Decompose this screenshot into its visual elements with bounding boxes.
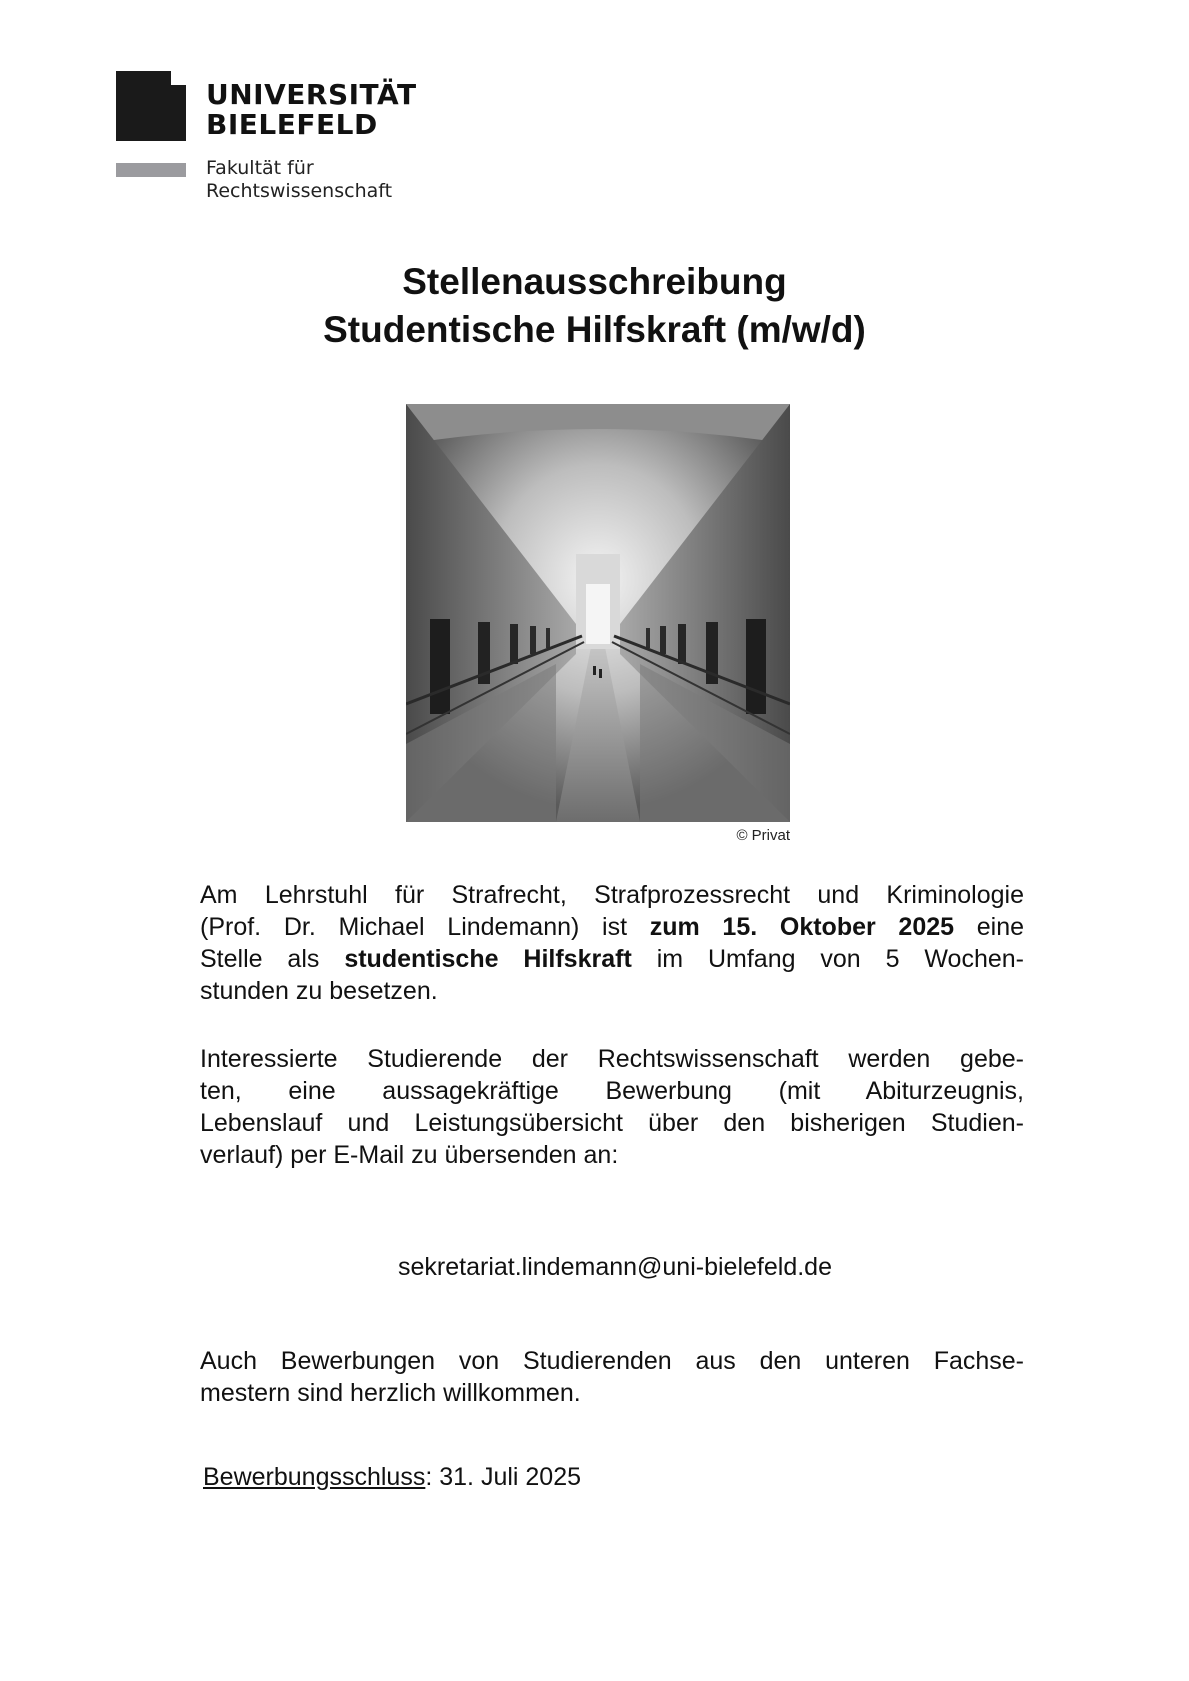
faculty-name	[206, 157, 392, 203]
start-date: zum 15. Oktober 2025	[649, 913, 955, 941]
deadline-label: Bewerbungsschluss	[203, 1463, 426, 1491]
university-name	[206, 80, 417, 140]
p3-line2: mestern sind herzlich willkommen.	[200, 1379, 581, 1407]
page-title	[0, 258, 1189, 354]
title-line1: Stellenausschreibung	[402, 261, 787, 302]
university-name-line1: UNIVERSITÄT	[206, 78, 417, 111]
application-deadline: Bewerbungsschluss: 31. Juli 2025	[203, 1463, 582, 1491]
p1-line1: Am Lehrstuhl für Strafrecht, Strafprozessrecht und Kriminologie	[200, 881, 1024, 909]
p2-line2: ten, eine aussagekräftige Bewerbung (mit Abiturzeugnis,	[200, 1077, 1024, 1105]
p3-line1: Auch Bewerbungen von Studierenden aus den unteren Fachse-	[200, 1347, 1024, 1375]
faculty-name-line2: Rechtswissenschaft	[206, 180, 393, 202]
p2-line4: verlauf) per E-Mail zu übersenden an:	[200, 1141, 619, 1169]
deadline-date: 31. Juli 2025	[432, 1463, 582, 1491]
p1-line2: (Prof. Dr. Michael Lindemann) ist zum 15. Oktober 2025 eine	[200, 913, 1025, 941]
p2-line1: Interessierte Studierende der Rechtswissenschaft werden gebe-	[200, 1045, 1024, 1073]
p2-line3: Lebenslauf und Leistungsübersicht über den bisherigen Studien-	[200, 1109, 1024, 1137]
title-line2: Studentische Hilfskraft (m/w/d)	[323, 309, 866, 350]
p1-line4: stunden zu besetzen.	[200, 977, 438, 1005]
contact-email[interactable]: sekretariat.lindemann@uni-bielefeld.de	[398, 1253, 832, 1281]
photo-credit: © Privat	[736, 827, 790, 844]
logo-gray-bar	[116, 163, 186, 177]
application-instructions	[200, 1043, 1024, 1171]
welcome-note	[200, 1345, 1024, 1409]
prison-corridor-photo	[406, 404, 790, 822]
position-description	[200, 879, 1024, 1007]
p1-line3: Stelle als studentische Hilfskraft im Umfang von 5 Wochen-	[200, 945, 1024, 973]
university-logo-mark	[116, 71, 186, 141]
faculty-name-line1: Fakultät für	[206, 157, 314, 179]
university-name-line2: BIELEFELD	[206, 108, 378, 141]
position-title: studentische Hilfskraft	[344, 945, 632, 973]
